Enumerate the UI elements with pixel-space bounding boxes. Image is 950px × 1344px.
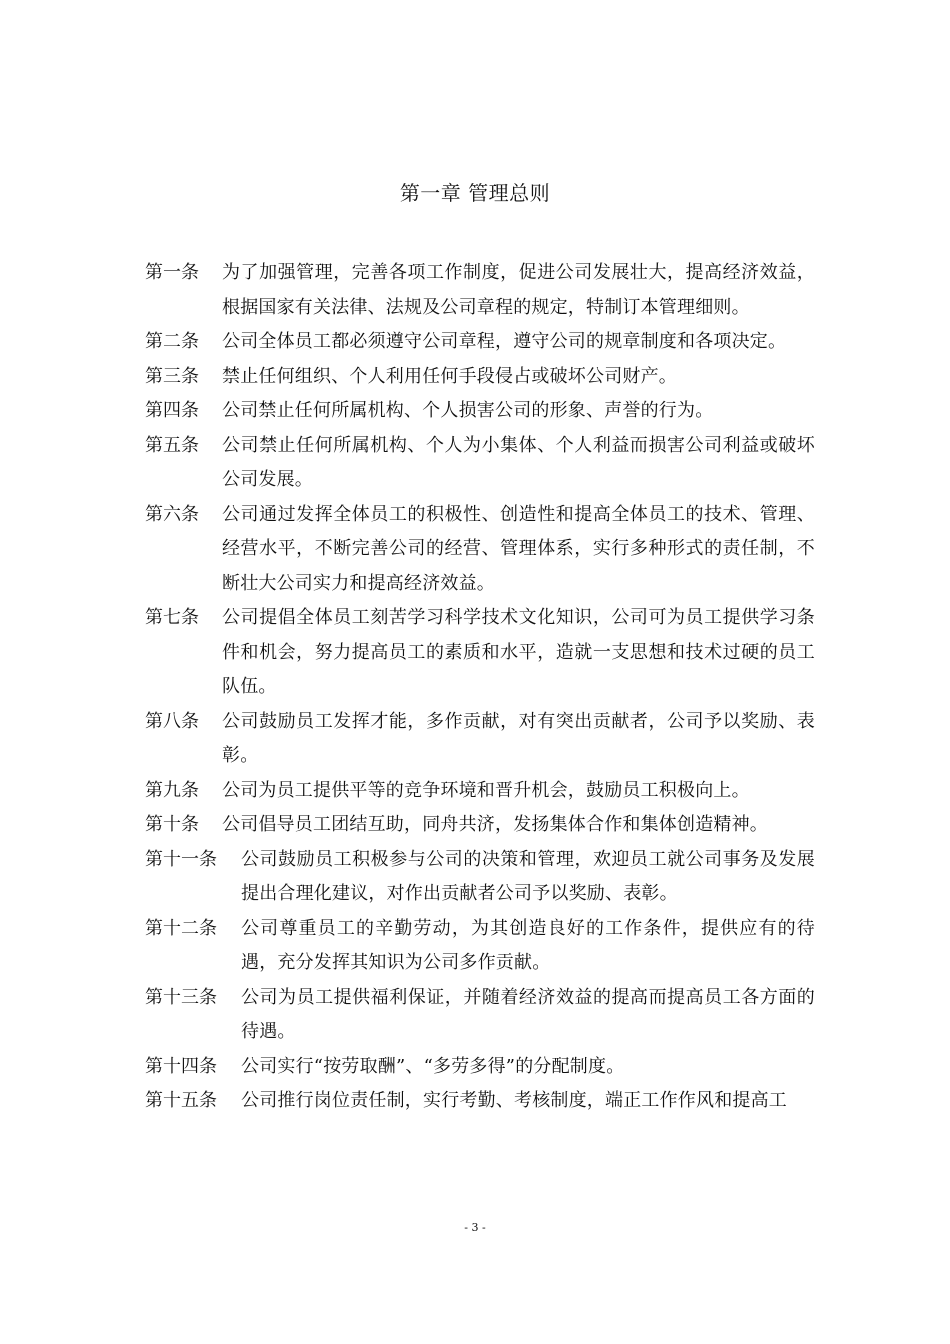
article-8: [145, 705, 815, 774]
article-label: 第八条: [145, 710, 199, 732]
article-text: 公司禁止任何所属机构、个人为小集体、个人利益而损害公司利益或破坏公司发展。: [222, 434, 815, 490]
article-text: 公司尊重员工的辛勤劳动，为其创造良好的工作条件，提供应有的待遇，充分发挥其知识为公司多作贡献。: [241, 917, 815, 973]
article-label: 第五条: [145, 434, 199, 456]
article-label: 第十一条: [145, 848, 217, 870]
article-text: 禁止任何组织、个人利用任何手段侵占或破坏公司财产。: [222, 365, 677, 387]
page-number: - 3 -: [464, 1221, 486, 1234]
article-label: 第十三条: [145, 986, 217, 1008]
article-11: [145, 843, 815, 912]
article-label: 第七条: [145, 607, 199, 628]
article-label: 第四条: [145, 400, 199, 421]
article-label: 第二条: [145, 331, 199, 352]
article-7: [145, 601, 815, 705]
article-2: [145, 325, 815, 360]
article-13: [145, 981, 815, 1050]
article-text: 公司推行岗位责任制，实行考勤、考核制度，端正工作作风和提高工: [241, 1090, 787, 1111]
article-text: 为了加强管理，完善各项工作制度，促进公司发展壮大，提高经济效益，根据国家有关法律、法规及公司章程的规定，特制订本管理细则。: [222, 262, 815, 318]
article-4: [145, 394, 815, 429]
article-label: 第一条: [145, 262, 199, 283]
article-text: 公司为员工提供平等的竞争环境和晋升机会，鼓励员工积极向上。: [222, 779, 750, 801]
article-label: 第十四条: [145, 1055, 217, 1077]
article-text: 公司禁止任何所属机构、个人损害公司的形象、声誉的行为。: [222, 400, 714, 421]
article-text: 公司倡导员工团结互助，同舟共济，发扬集体合作和集体创造精神。: [222, 814, 768, 835]
article-label: 第十条: [145, 814, 199, 835]
article-text: 公司鼓励员工积极参与公司的决策和管理，欢迎员工就公司事务及发展提出合理化建议，对作出贡献者公司予以奖励、表彰。: [241, 848, 815, 904]
article-15: [145, 1084, 815, 1119]
article-9: [145, 774, 815, 809]
article-text: 公司实行“按劳取酬”、“多劳多得”的分配制度。: [241, 1055, 625, 1077]
article-list: [145, 256, 815, 1119]
article-3: [145, 360, 815, 395]
article-label: 第六条: [145, 503, 199, 525]
article-14: [145, 1050, 815, 1085]
article-1: [145, 256, 815, 325]
chapter-title: 第一章 管理总则: [399, 181, 551, 205]
article-text: 公司全体员工都必须遵守公司章程，遵守公司的规章制度和各项决定。: [222, 331, 787, 352]
article-label: 第十五条: [145, 1090, 217, 1111]
article-6: [145, 498, 815, 602]
article-12: [145, 912, 815, 981]
article-label: 第十二条: [145, 917, 217, 939]
article-text: 公司鼓励员工发挥才能，多作贡献，对有突出贡献者，公司予以奖励、表彰。: [222, 710, 815, 766]
article-10: [145, 808, 815, 843]
article-text: 公司提倡全体员工刻苦学习科学技术文化知识，公司可为员工提供学习条件和机会，努力提高员工的素质和水平，造就一支思想和技术过硬的员工队伍。: [222, 607, 815, 697]
article-label: 第三条: [145, 365, 199, 387]
article-label: 第九条: [145, 779, 199, 801]
article-text: 公司通过发挥全体员工的积极性、创造性和提高全体员工的技术、管理、经营水平，不断完善公司的经营、管理体系，实行多种形式的责任制，不断壮大公司实力和提高经济效益。: [222, 503, 815, 594]
article-5: [145, 429, 815, 498]
article-text: 公司为员工提供福利保证，并随着经济效益的提高而提高员工各方面的待遇。: [241, 986, 815, 1042]
